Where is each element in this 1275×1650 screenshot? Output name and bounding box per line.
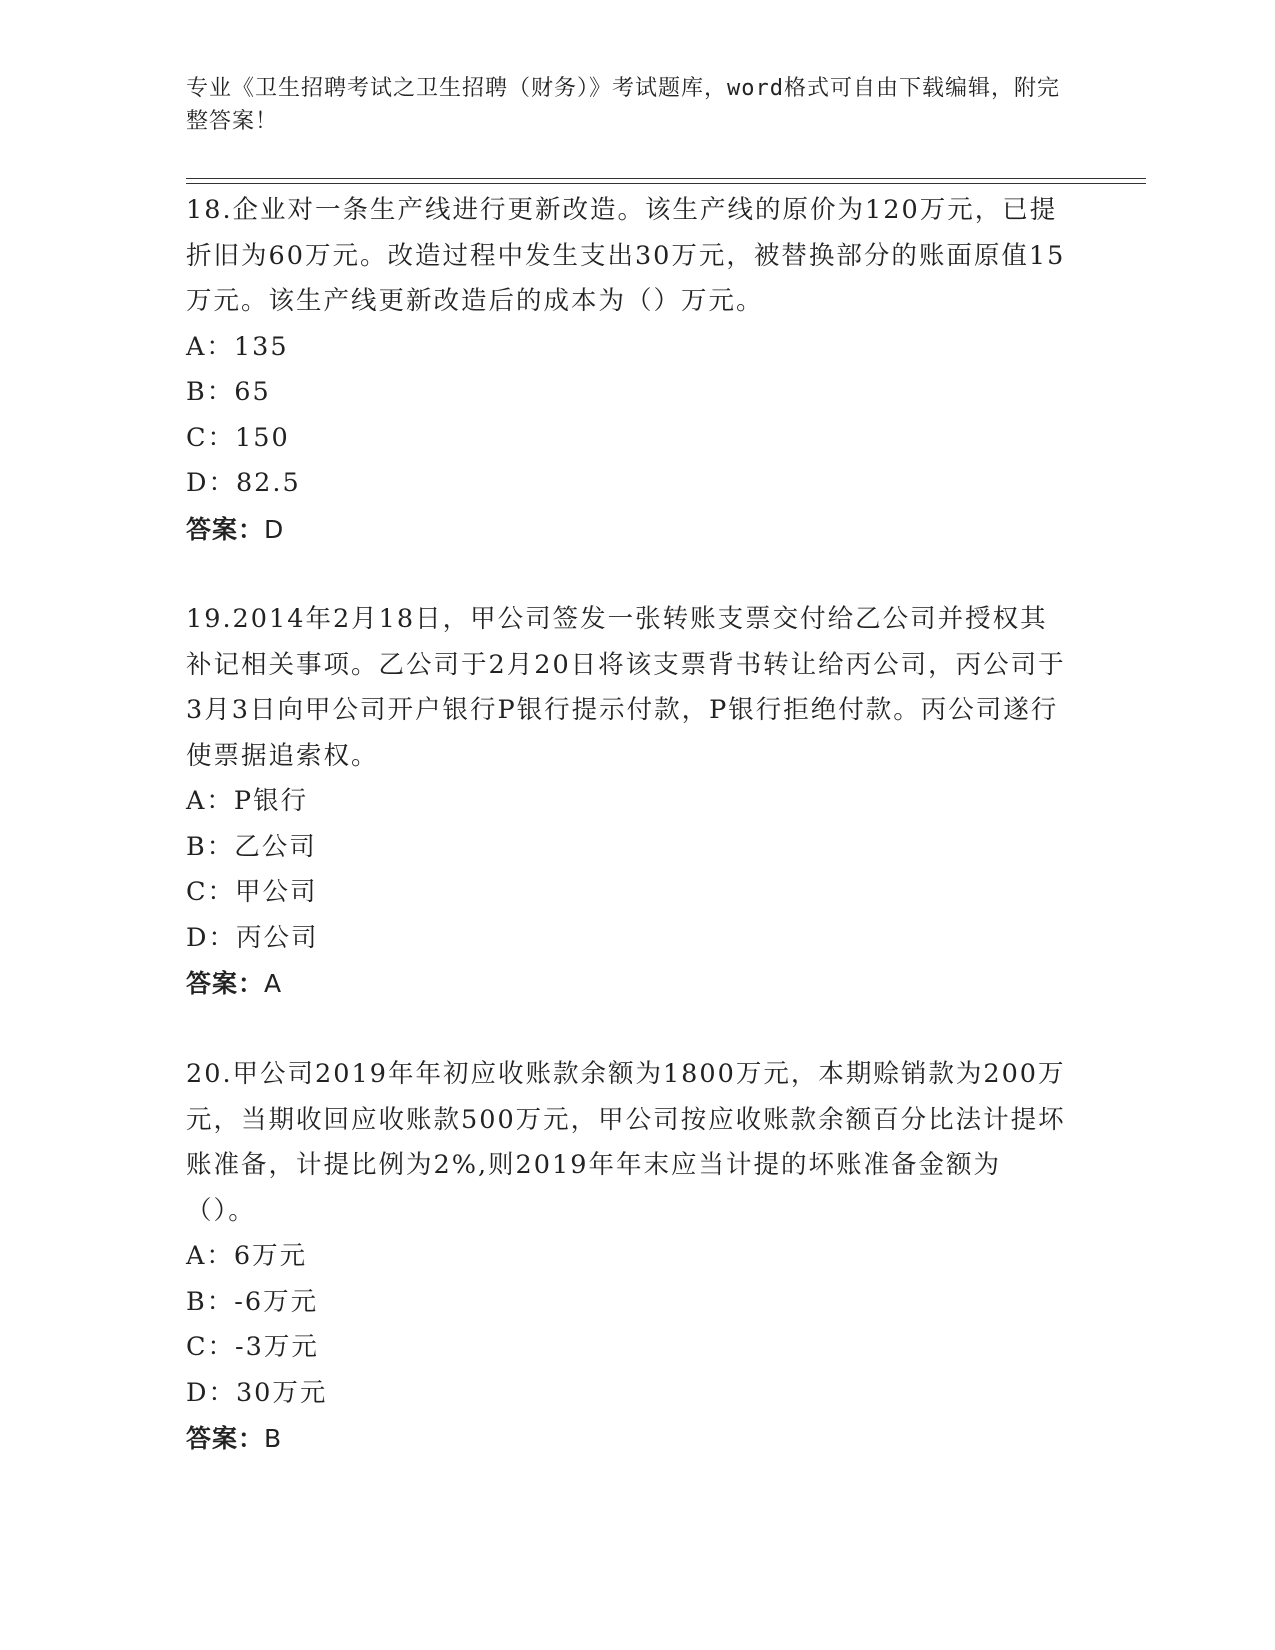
- option-b: B：-6万元: [186, 1286, 319, 1317]
- option-b: B：乙公司: [186, 831, 317, 862]
- option-a: A：135: [186, 331, 289, 362]
- option-b: B：65: [186, 377, 271, 407]
- option-c: C：甲公司: [186, 877, 318, 907]
- answer-value: A: [264, 969, 283, 998]
- option-a: A：6万元: [186, 1241, 308, 1271]
- answer-value: D: [264, 514, 285, 544]
- option-d: D：30万元: [186, 1377, 328, 1408]
- question-19: [186, 597, 1066, 1007]
- question-18: [186, 188, 1066, 552]
- answer-label: 答案：: [186, 969, 265, 998]
- question-text: 20.甲公司2019年年初应收账款余额为1800万元，本期赊销款为200万元，当期收回应收账款500万元，甲公司按应收账款余额百分比法计提坏账准备，计提比例为2%,则2019年年末应当计提的坏账准备金额为（）。: [186, 1059, 1066, 1226]
- question-text: 19.2014年2月18日，甲公司签发一张转账支票交付给乙公司并授权其补记相关事项。乙公司于2月20日将该支票背书转让给丙公司，丙公司于3月3日向甲公司开户银行P银行提示付款，P银行拒绝付款。丙公司遂行使票据追索权。: [186, 604, 1066, 771]
- answer-line: [186, 507, 1066, 553]
- option-d: D：丙公司: [186, 922, 319, 953]
- answer-label: 答案：: [186, 514, 265, 544]
- answer-label: 答案：: [186, 1424, 265, 1453]
- header-divider-top: [186, 178, 1146, 179]
- question-20: [186, 1052, 1066, 1462]
- option-d: D：82.5: [186, 468, 301, 498]
- document-header: 专业《卫生招聘考试之卫生招聘（财务）》考试题库，word格式可自由下载编辑，附完整答案！: [186, 76, 1060, 134]
- answer-value: B: [264, 1424, 283, 1453]
- question-text: 18.企业对一条生产线进行更新改造。该生产线的原价为120万元，已提折旧为60万元。改造过程中发生支出30万元，被替换部分的账面原值15万元。该生产线更新改造后的成本为（）万元。: [186, 195, 1066, 316]
- option-c: C：150: [186, 422, 290, 453]
- header-divider-bottom: [186, 183, 1146, 184]
- option-a: A：P银行: [186, 786, 309, 816]
- option-c: C：-3万元: [186, 1332, 319, 1362]
- answer-line: [186, 1416, 1066, 1462]
- answer-line: [186, 961, 1066, 1007]
